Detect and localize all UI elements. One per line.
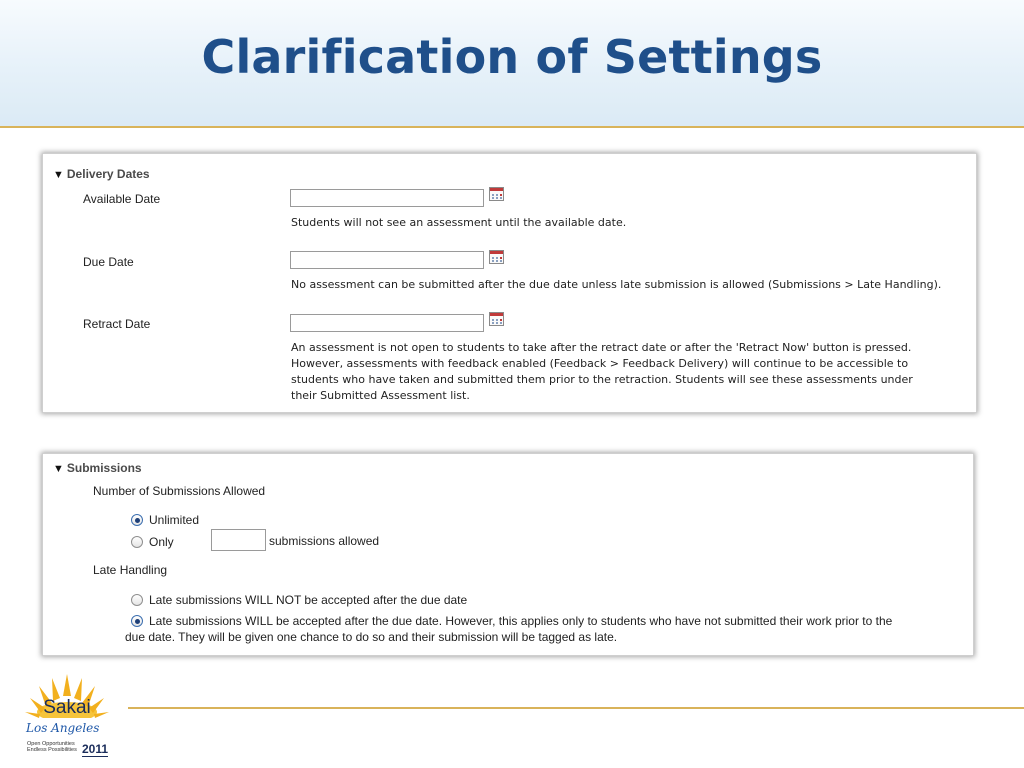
- calendar-icon[interactable]: [489, 312, 504, 326]
- late-accepted-line-2: due date. They will be given one chance to do so and their submission will be tagged as late.: [125, 630, 618, 644]
- delivery-dates-toggle[interactable]: [53, 167, 150, 181]
- submissions-toggle[interactable]: [53, 461, 142, 475]
- late-accepted-radio[interactable]: [131, 615, 143, 627]
- late-accepted-line-1: Late submissions WILL be accepted after the due date. However, this applies only to students who have not submitted their work prior to the: [149, 614, 893, 628]
- logo-tagline: [27, 741, 77, 753]
- unlimited-label: Unlimited: [149, 513, 200, 527]
- submissions-allowed-label: submissions allowed: [269, 534, 380, 548]
- logo-year: 2011: [82, 742, 109, 756]
- available-date-label: Available Date: [83, 192, 161, 206]
- delivery-dates-panel: [43, 154, 976, 412]
- due-date-label: Due Date: [83, 255, 134, 269]
- late-handling-label: Late Handling: [93, 563, 168, 577]
- retract-date-label: Retract Date: [83, 317, 151, 331]
- logo-city-text: Los Angeles: [26, 721, 100, 735]
- due-date-help: No assessment can be submitted after the due date unless late submission is allowed (Submissions > Late Handling).: [291, 278, 942, 291]
- calendar-icon[interactable]: [489, 187, 504, 201]
- logo-sakai-text: Sakai: [43, 697, 91, 718]
- available-date-help: Students will not see an assessment until the available date.: [291, 216, 627, 229]
- unlimited-radio[interactable]: [131, 514, 143, 526]
- due-date-input[interactable]: [290, 251, 484, 269]
- logo-tagline-1: Open Opportunities: [27, 741, 75, 747]
- slide-title: Clarification of Settings: [201, 30, 823, 84]
- delivery-dates-header: Delivery Dates: [66, 167, 150, 181]
- footer-divider: [128, 707, 1024, 709]
- collapse-arrow-icon: ▼: [53, 169, 64, 181]
- late-not-accepted-label: Late submissions WILL NOT be accepted after the due date: [149, 593, 468, 607]
- slide-header: [0, 0, 1024, 128]
- calendar-icon[interactable]: [489, 250, 504, 264]
- retract-help-line: their Submitted Assessment list.: [291, 389, 470, 402]
- submissions-header: Submissions: [66, 461, 142, 475]
- submissions-panel: [43, 454, 973, 655]
- retract-help-line: students who have taken and submitted them prior to the retraction. Students will see these assessments under: [291, 373, 913, 386]
- only-radio[interactable]: [131, 536, 143, 548]
- submissions-count-input[interactable]: [211, 529, 266, 551]
- only-label: Only: [149, 535, 174, 549]
- number-of-submissions-label: Number of Submissions Allowed: [93, 484, 266, 498]
- retract-date-help: [291, 340, 913, 404]
- available-date-input[interactable]: [290, 189, 484, 207]
- late-not-accepted-radio[interactable]: [131, 594, 143, 606]
- retract-help-line: An assessment is not open to students to take after the retract date or after the 'Retract Now' button is pressed.: [291, 341, 912, 354]
- sakai-logo: [22, 674, 120, 762]
- collapse-arrow-icon: ▼: [53, 463, 64, 475]
- logo-tagline-2: Endless Possibilities: [27, 747, 77, 753]
- retract-help-line: However, assessments with feedback enabled (Feedback > Feedback Delivery) will continue to be accessible to: [291, 357, 909, 370]
- retract-date-input[interactable]: [290, 314, 484, 332]
